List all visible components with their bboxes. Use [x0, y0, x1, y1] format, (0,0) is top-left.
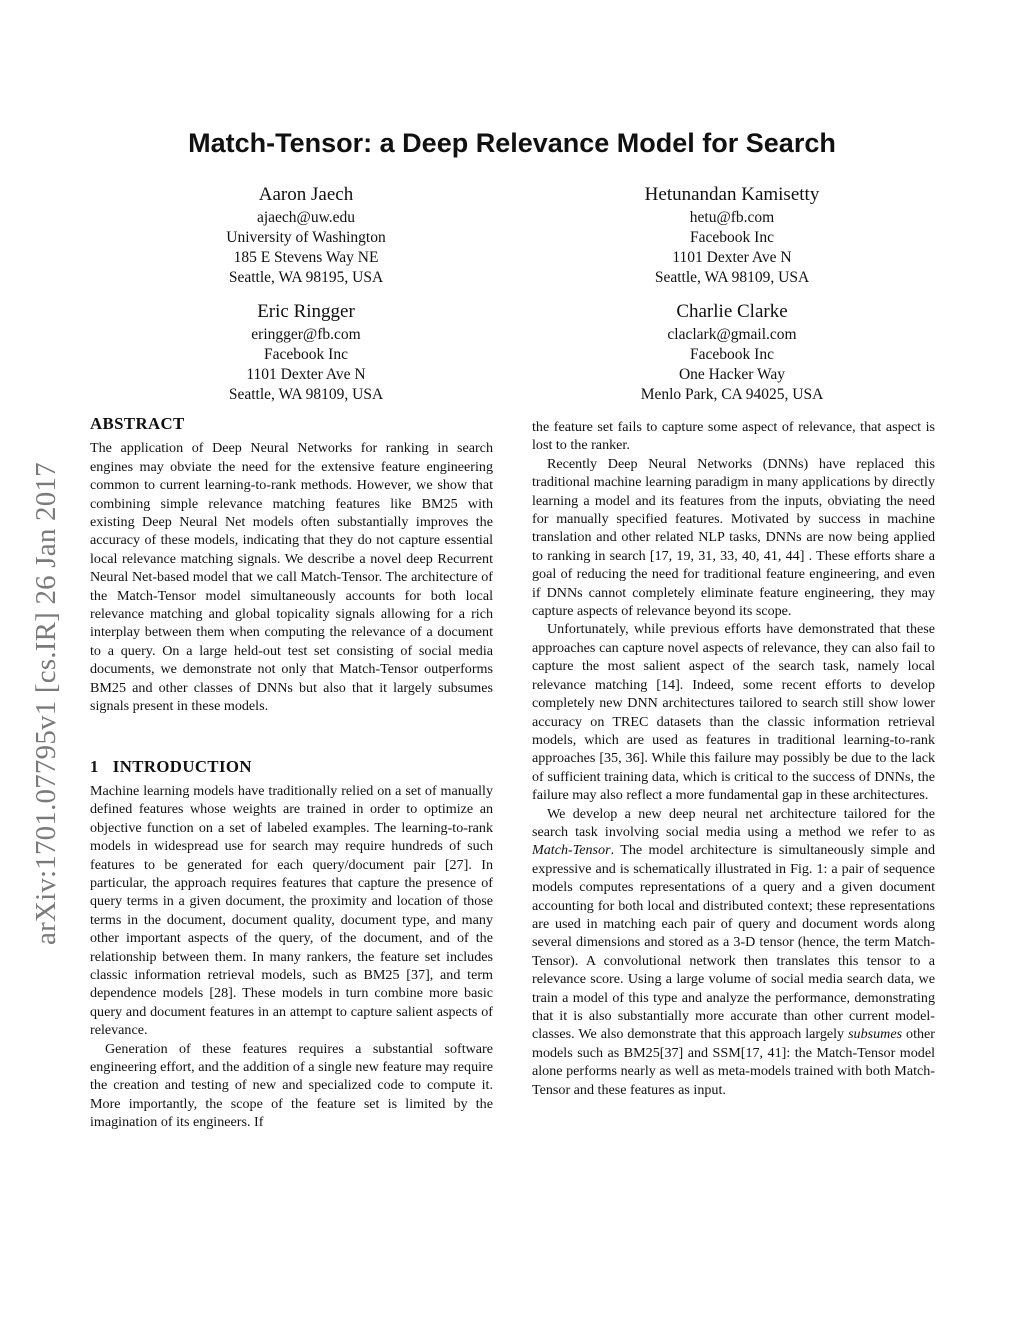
author-street: One Hacker Way: [678, 366, 786, 383]
author-name: Hetunandan Kamisetty: [644, 184, 820, 205]
author-street: 1101 Dexter Ave N: [246, 366, 366, 383]
author-name: Aaron Jaech: [258, 184, 354, 205]
author-city: Seattle, WA 98195, USA: [228, 269, 384, 286]
author-street: 1101 Dexter Ave N: [672, 249, 792, 266]
paragraph: [532, 805, 935, 1100]
arxiv-identifier: arXiv:1701.07795v1 [cs.IR] 26 Jan 2017: [30, 462, 62, 945]
author-email: hetu@fb.com: [689, 209, 775, 226]
emphasis: subsumes: [848, 1026, 903, 1043]
abstract-heading: ABSTRACT: [90, 414, 185, 433]
paper-title: Match-Tensor: a Deep Relevance Model for Search: [188, 128, 836, 158]
section-number: 1: [90, 756, 99, 776]
paragraph: Unfortunately, while previous efforts have demonstrated that these approaches can capture novel aspects of relevance, they can also fail to capture the most salient aspect of the search task, namely local relevance matching [14]. Indeed, some recent efforts to develop completely new DNN architectures tailored to search still show lower accuracy on TREC datasets than the classic information retrieval models, which are used as features in traditional learning-to-rank approaches [35, 36]. While this failure may possibly be due to the lack of sufficient training data, which is critical to the success of DNNs, the failure may also reflect a more fundamental gap in these architectures.: [532, 621, 935, 804]
section-heading: [90, 758, 493, 776]
paragraph: Machine learning models have traditionally relied on a set of manually defined features whose weights are trained in order to optimize an objective function on a set of labeled examples. The learning-to-rank models in widespread use for search may require hundreds of such features to be generated for each query/document pair [27]. In particular, the approach requires features that capture the presence of query terms in a given document, the proximity and location of those terms in the document, document quality, document type, and many other important aspects of the query, of the document, and of the relationship between them. In many rankers, the feature set includes classic information retrieval models, such as BM25 [37], and term dependence models [28]. These models in turn combine more basic query and document features in an attempt to capture salient aspects of relevance.: [90, 782, 493, 1039]
author-email: ajaech@uw.edu: [256, 209, 356, 226]
paragraph: Recently Deep Neural Networks (DNNs) have replaced this traditional machine learning paradigm in many applications by directly learning a model and its features from the inputs, obviating the need for manually specified features. Motivated by success in machine translation and other related NLP tasks, DNNs are now being applied to ranking in search [17, 19, 31, 33, 40, 41, 44] . These efforts share a goal of reducing the need for traditional feature engineering, and even if DNNs cannot completely eliminate feature engineering, they may capture aspects of relevance beyond its scope.: [532, 455, 935, 620]
author-block: [146, 182, 466, 288]
section-title: INTRODUCTION: [112, 756, 252, 776]
text-run: other models such as BM25[37] and SSM[17, 41]: the Match-Tensor model alone performs nearly as well as meta-models trained with both Match-Tensor and these features as input.: [532, 1026, 936, 1098]
author-street: 185 E Stevens Way NE: [233, 249, 379, 266]
author-block: [572, 299, 892, 405]
author-name: Charlie Clarke: [676, 301, 788, 322]
author-email: claclark@gmail.com: [667, 326, 797, 343]
author-name: Eric Ringger: [257, 301, 355, 322]
author-affiliation: Facebook Inc: [690, 346, 774, 363]
paragraph: the feature set fails to capture some aspect of relevance, that aspect is lost to the ranker.: [532, 419, 935, 454]
author-affiliation: University of Washington: [226, 229, 386, 246]
left-column: [90, 415, 493, 1132]
paragraph: Generation of these features requires a substantial software engineering effort, and the addition of a single new feature may require the creation and testing of new and specialized code to compute it. More importantly, the scope of the feature set is limited by the imagination of its engineers. If: [90, 1040, 493, 1131]
author-affiliation: Facebook Inc: [264, 346, 348, 363]
text-run: . The model architecture is simultaneously simple and expressive and is schematically illustrated in Fig. 1: a pair of sequence models computes representations of a query and a given document accounting for both local and distributed context; these representations are used in matching each pair of query and document words along several dimensions and stored as a 3-D tensor (hence, the term Match-Tensor). A convolutional network then translates this tensor to a relevance score. Using a large volume of social media search data, we train a model of this type and analyze the performance, demonstrating that it is also substantially more accurate than other current model-classes. We also demonstrate that this approach largely: [532, 842, 935, 1043]
author-block: [146, 299, 466, 405]
author-city: Seattle, WA 98109, USA: [654, 269, 810, 286]
text-run: We develop a new deep neural net architecture tailored for the search task involving social media using a method we refer to as: [532, 805, 935, 840]
author-city: Menlo Park, CA 94025, USA: [640, 386, 824, 403]
author-block: [572, 182, 892, 288]
author-email: eringger@fb.com: [251, 326, 361, 343]
abstract-text: The application of Deep Neural Networks for ranking in search engines may obviate the need for the extensive feature engineering common to current learning-to-rank methods. However, we show that combining simple relevance matching features like BM25 with existing Deep Neural Net models often substantially improves the accuracy of these models, indicating that they do not capture essential local relevance matching signals. We describe a novel deep Recurrent Neural Net-based model that we call Match-Tensor. The architecture of the Match-Tensor model simultaneously accounts for both local relevance matching and global topicality signals allowing for a rich interplay between them when computing the relevance of a document to a query. On a large held-out test set consisting of social media documents, we demonstrate not only that Match-Tensor outperforms BM25 and other classes of DNNs but also that it largely subsumes signals present in these models.: [90, 440, 493, 715]
author-affiliation: Facebook Inc: [690, 229, 774, 246]
right-column: [532, 418, 935, 1099]
emphasis: Match-Tensor: [532, 842, 611, 859]
author-city: Seattle, WA 98109, USA: [228, 386, 384, 403]
